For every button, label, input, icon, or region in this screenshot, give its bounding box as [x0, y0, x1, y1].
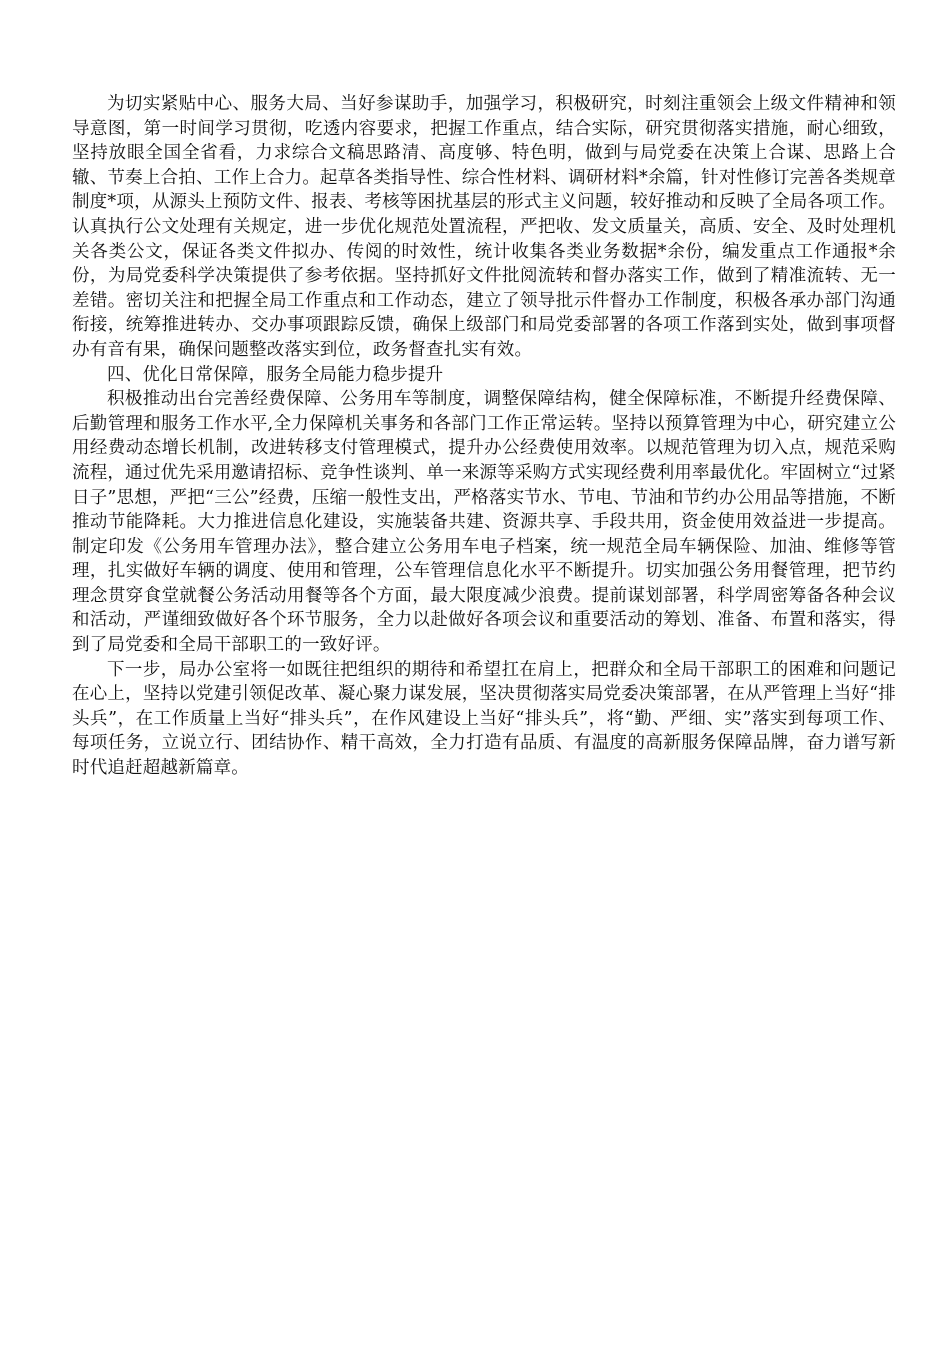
paragraph-support-work: 积极推动出台完善经费保障、公务用车等制度，调整保障结构，健全保障标准，不断提升经费保障、后勤管理和服务工作水平,全力保障机关事务和各部门工作正常运转。坚持以预算管理为中心，研究建立公用经费动态增长机制，改进转移支付管理模式，提升办公经费使用效率。以规范管理为切入点，规范采购流程，通过优先采用邀请招标、竞争性谈判、单一来源等采购方式实现经费利用率最优化。牢固树立“过紧日子”思想，严把“三公”经费，压缩一般性支出，严格落实节水、节电、节油和节约办公用品等措施，不断推动节能降耗。大力推进信息化建设，实施装备共建、资源共享、手段共用，资金使用效益进一步提高。制定印发《公务用车管理办法》，整合建立公务用车电子档案，统一规范全局车辆保险、加油、维修等管理，扎实做好车辆的调度、使用和管理，公车管理信息化水平不断提升。切实加强公务用餐管理，把节约理念贯穿食堂就餐公务活动用餐等各个方面，最大限度减少浪费。提前谋划部署，科学周密筹备各种会议和活动，严谨细致做好各个环节服务，全力以赴做好各项会议和重要活动的筹划、准备、布置和落实，得到了局党委和全局干部职工的一致好评。 — [72, 389, 896, 656]
section-heading-daily-support: 四、优化日常保障，服务全局能力稳步提升 — [107, 364, 444, 385]
paragraph-next-steps: 下一步，局办公室将一如既往把组织的期待和希望扛在肩上，把群众和全局干部职工的困难和问题记在心上，坚持以党建引领促改革、凝心聚力谋发展，坚决贯彻落实局党委决策部署，在从严管理上当好“排头兵”，在工作质量上当好“排头兵”，在作风建设上当好“排头兵”，将“勤、严细、实”落实到每项工作、每项任务，立说立行、团结协作、精干高效，全力打造有品质、有温度的高新服务保障品牌，奋力谱写新时代追赶超越新篇章。 — [72, 659, 896, 779]
document-body — [72, 92, 896, 781]
paragraph-office-work: 为切实紧贴中心、服务大局、当好参谋助手，加强学习，积极研究，时刻注重领会上级文件精神和领导意图，第一时间学习贯彻，吃透内容要求，把握工作重点，结合实际，研究贯彻落实措施，耐心细致，坚持放眼全国全省看，力求综合文稿思路清、高度够、特色明，做到与局党委在决策上合谋、思路上合辙、节奏上合拍、工作上合力。起草各类指导性、综合性材料、调研材料*余篇，针对性修订完善各类规章制度*项，从源头上预防文件、报表、考核等困扰基层的形式主义问题，较好推动和反映了全局各项工作。认真执行公文处理有关规定，进一步优化规范处置流程，严把收、发文质量关，高质、安全、及时处理机关各类公文，保证各类文件拟办、传阅的时效性，统计收集各类业务数据*余份，编发重点工作通报*余份，为局党委科学决策提供了参考依据。坚持抓好文件批阅流转和督办落实工作，做到了精准流转、无一差错。密切关注和把握全局工作重点和工作动态，建立了领导批示件督办工作制度，积极各承办部门沟通衔接，统筹推进转办、交办事项跟踪反馈，确保上级部门和局党委部署的各项工作落到实处，做到事项督办有音有果，确保问题整改落实到位，政务督查扎实有效。 — [72, 94, 896, 360]
